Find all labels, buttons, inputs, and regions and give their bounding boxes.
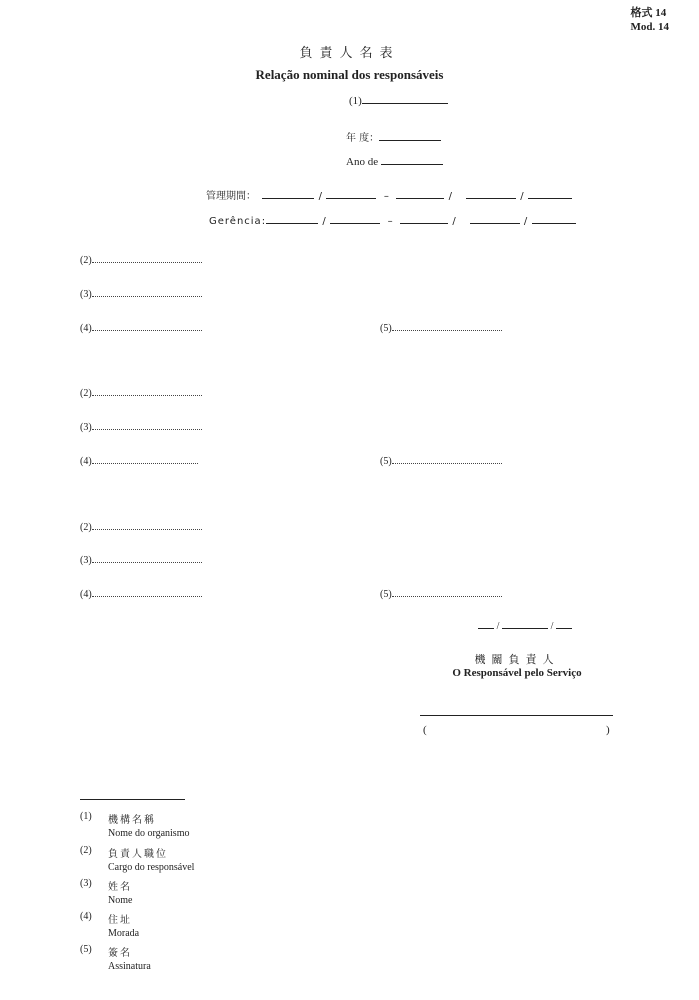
organism-line[interactable] bbox=[362, 92, 448, 104]
cargo-marker: (2) bbox=[80, 522, 92, 533]
date-day-line[interactable] bbox=[478, 617, 494, 629]
year-zh-line[interactable] bbox=[379, 129, 441, 141]
block2-morada bbox=[80, 453, 198, 467]
nome-marker: (3) bbox=[80, 555, 92, 566]
form-number-zh: 格式 14 bbox=[630, 7, 667, 19]
footnote-pt: Nome bbox=[108, 895, 133, 906]
year-pt-field bbox=[346, 153, 443, 168]
year-zh-field bbox=[346, 129, 441, 144]
footnote-pt: Cargo do responsável bbox=[108, 862, 195, 873]
signature-date bbox=[478, 617, 572, 632]
morada-line[interactable] bbox=[92, 586, 202, 597]
block2-nome bbox=[80, 419, 202, 433]
year-pt-label: Ano de bbox=[346, 156, 379, 168]
period-pt-end-day[interactable] bbox=[400, 212, 448, 224]
footnote-pt: Morada bbox=[108, 928, 140, 939]
form-number bbox=[631, 6, 670, 34]
period-pt-end-year[interactable] bbox=[532, 212, 576, 224]
period-zh-start-day[interactable] bbox=[262, 187, 314, 199]
date-month-line[interactable] bbox=[502, 617, 548, 629]
slash: / bbox=[322, 216, 326, 227]
footnote-zh: 住址 bbox=[108, 915, 132, 926]
signature-line[interactable] bbox=[420, 715, 613, 716]
period-zh-field bbox=[206, 187, 572, 202]
footnote-num: (2) bbox=[80, 845, 92, 856]
footnote-num: (1) bbox=[80, 811, 92, 822]
footnote-zh: 機構名稱 bbox=[108, 815, 156, 826]
cargo-line[interactable] bbox=[92, 385, 202, 396]
assinatura-line[interactable] bbox=[392, 586, 502, 597]
period-zh-end-day[interactable] bbox=[396, 187, 444, 199]
block2-assinatura bbox=[380, 453, 502, 467]
block3-cargo bbox=[80, 519, 202, 533]
slash: / bbox=[550, 621, 554, 632]
date-year-line[interactable] bbox=[556, 617, 572, 629]
footnote-zh: 簽名 bbox=[108, 948, 132, 959]
title-pt: Relação nominal dos responsáveis bbox=[255, 67, 444, 82]
footnote-num: (4) bbox=[80, 911, 92, 922]
morada-line[interactable] bbox=[92, 453, 198, 464]
slash: / bbox=[318, 191, 323, 202]
cargo-marker: (2) bbox=[80, 255, 92, 266]
signature-role-zh: 機關負責人 bbox=[474, 653, 560, 666]
morada-marker: (4) bbox=[80, 456, 92, 467]
nome-line[interactable] bbox=[92, 552, 202, 563]
assinatura-marker: (5) bbox=[380, 589, 392, 600]
block3-morada bbox=[80, 586, 202, 600]
footnote-num: (3) bbox=[80, 878, 92, 889]
signature-role-pt: O Responsável pelo Serviço bbox=[452, 667, 582, 679]
morada-marker: (4) bbox=[80, 323, 92, 334]
cargo-line[interactable] bbox=[92, 252, 202, 263]
period-zh-end-month[interactable] bbox=[466, 187, 516, 199]
period-zh-label: 管理期間： bbox=[206, 191, 256, 202]
period-pt-end-month[interactable] bbox=[470, 212, 520, 224]
dash: – bbox=[383, 191, 389, 202]
dash: – bbox=[387, 216, 393, 227]
footnote-zh: 負責人職位 bbox=[108, 849, 168, 860]
block3-assinatura bbox=[380, 586, 502, 600]
nome-marker: (3) bbox=[80, 289, 92, 300]
period-pt-field bbox=[209, 212, 576, 227]
morada-marker: (4) bbox=[80, 589, 92, 600]
period-zh-start-month[interactable] bbox=[326, 187, 376, 199]
footnote-pt: Nome do organismo bbox=[108, 828, 190, 839]
period-pt-start-month[interactable] bbox=[330, 212, 380, 224]
cargo-marker: (2) bbox=[80, 388, 92, 399]
block1-assinatura bbox=[380, 320, 502, 334]
assinatura-marker: (5) bbox=[380, 456, 392, 467]
block1-nome bbox=[80, 286, 202, 300]
slash: / bbox=[448, 191, 453, 202]
form-number-pt: Mod. 14 bbox=[630, 21, 669, 33]
block1-cargo bbox=[80, 252, 202, 266]
organism-marker: (1) bbox=[349, 95, 362, 107]
assinatura-line[interactable] bbox=[392, 453, 502, 464]
period-pt-label: Gerência: bbox=[209, 216, 267, 227]
slash: / bbox=[452, 216, 456, 227]
period-zh-end-year[interactable] bbox=[528, 187, 572, 199]
morada-line[interactable] bbox=[92, 320, 202, 331]
slash: / bbox=[523, 216, 528, 227]
slash: / bbox=[520, 191, 524, 202]
cargo-line[interactable] bbox=[92, 519, 202, 530]
nome-line[interactable] bbox=[92, 419, 202, 430]
block1-morada bbox=[80, 320, 202, 334]
period-pt-start-day[interactable] bbox=[266, 212, 318, 224]
assinatura-marker: (5) bbox=[380, 323, 392, 334]
nome-marker: (3) bbox=[80, 422, 92, 433]
paren-close: ) bbox=[606, 724, 610, 736]
footnote-num: (5) bbox=[80, 944, 92, 955]
footnote-divider bbox=[80, 799, 185, 800]
title-zh: 負責人名表 bbox=[299, 46, 400, 61]
block3-nome bbox=[80, 552, 202, 566]
paren-open: ( bbox=[423, 724, 427, 736]
slash: / bbox=[496, 621, 500, 632]
year-pt-line[interactable] bbox=[381, 153, 443, 165]
assinatura-line[interactable] bbox=[392, 320, 502, 331]
footnote-zh: 姓名 bbox=[108, 882, 132, 893]
block2-cargo bbox=[80, 385, 202, 399]
nome-line[interactable] bbox=[92, 286, 202, 297]
organism-field bbox=[349, 92, 448, 107]
year-zh-label: 年 度： bbox=[346, 133, 380, 144]
footnote-pt: Assinatura bbox=[108, 961, 151, 972]
